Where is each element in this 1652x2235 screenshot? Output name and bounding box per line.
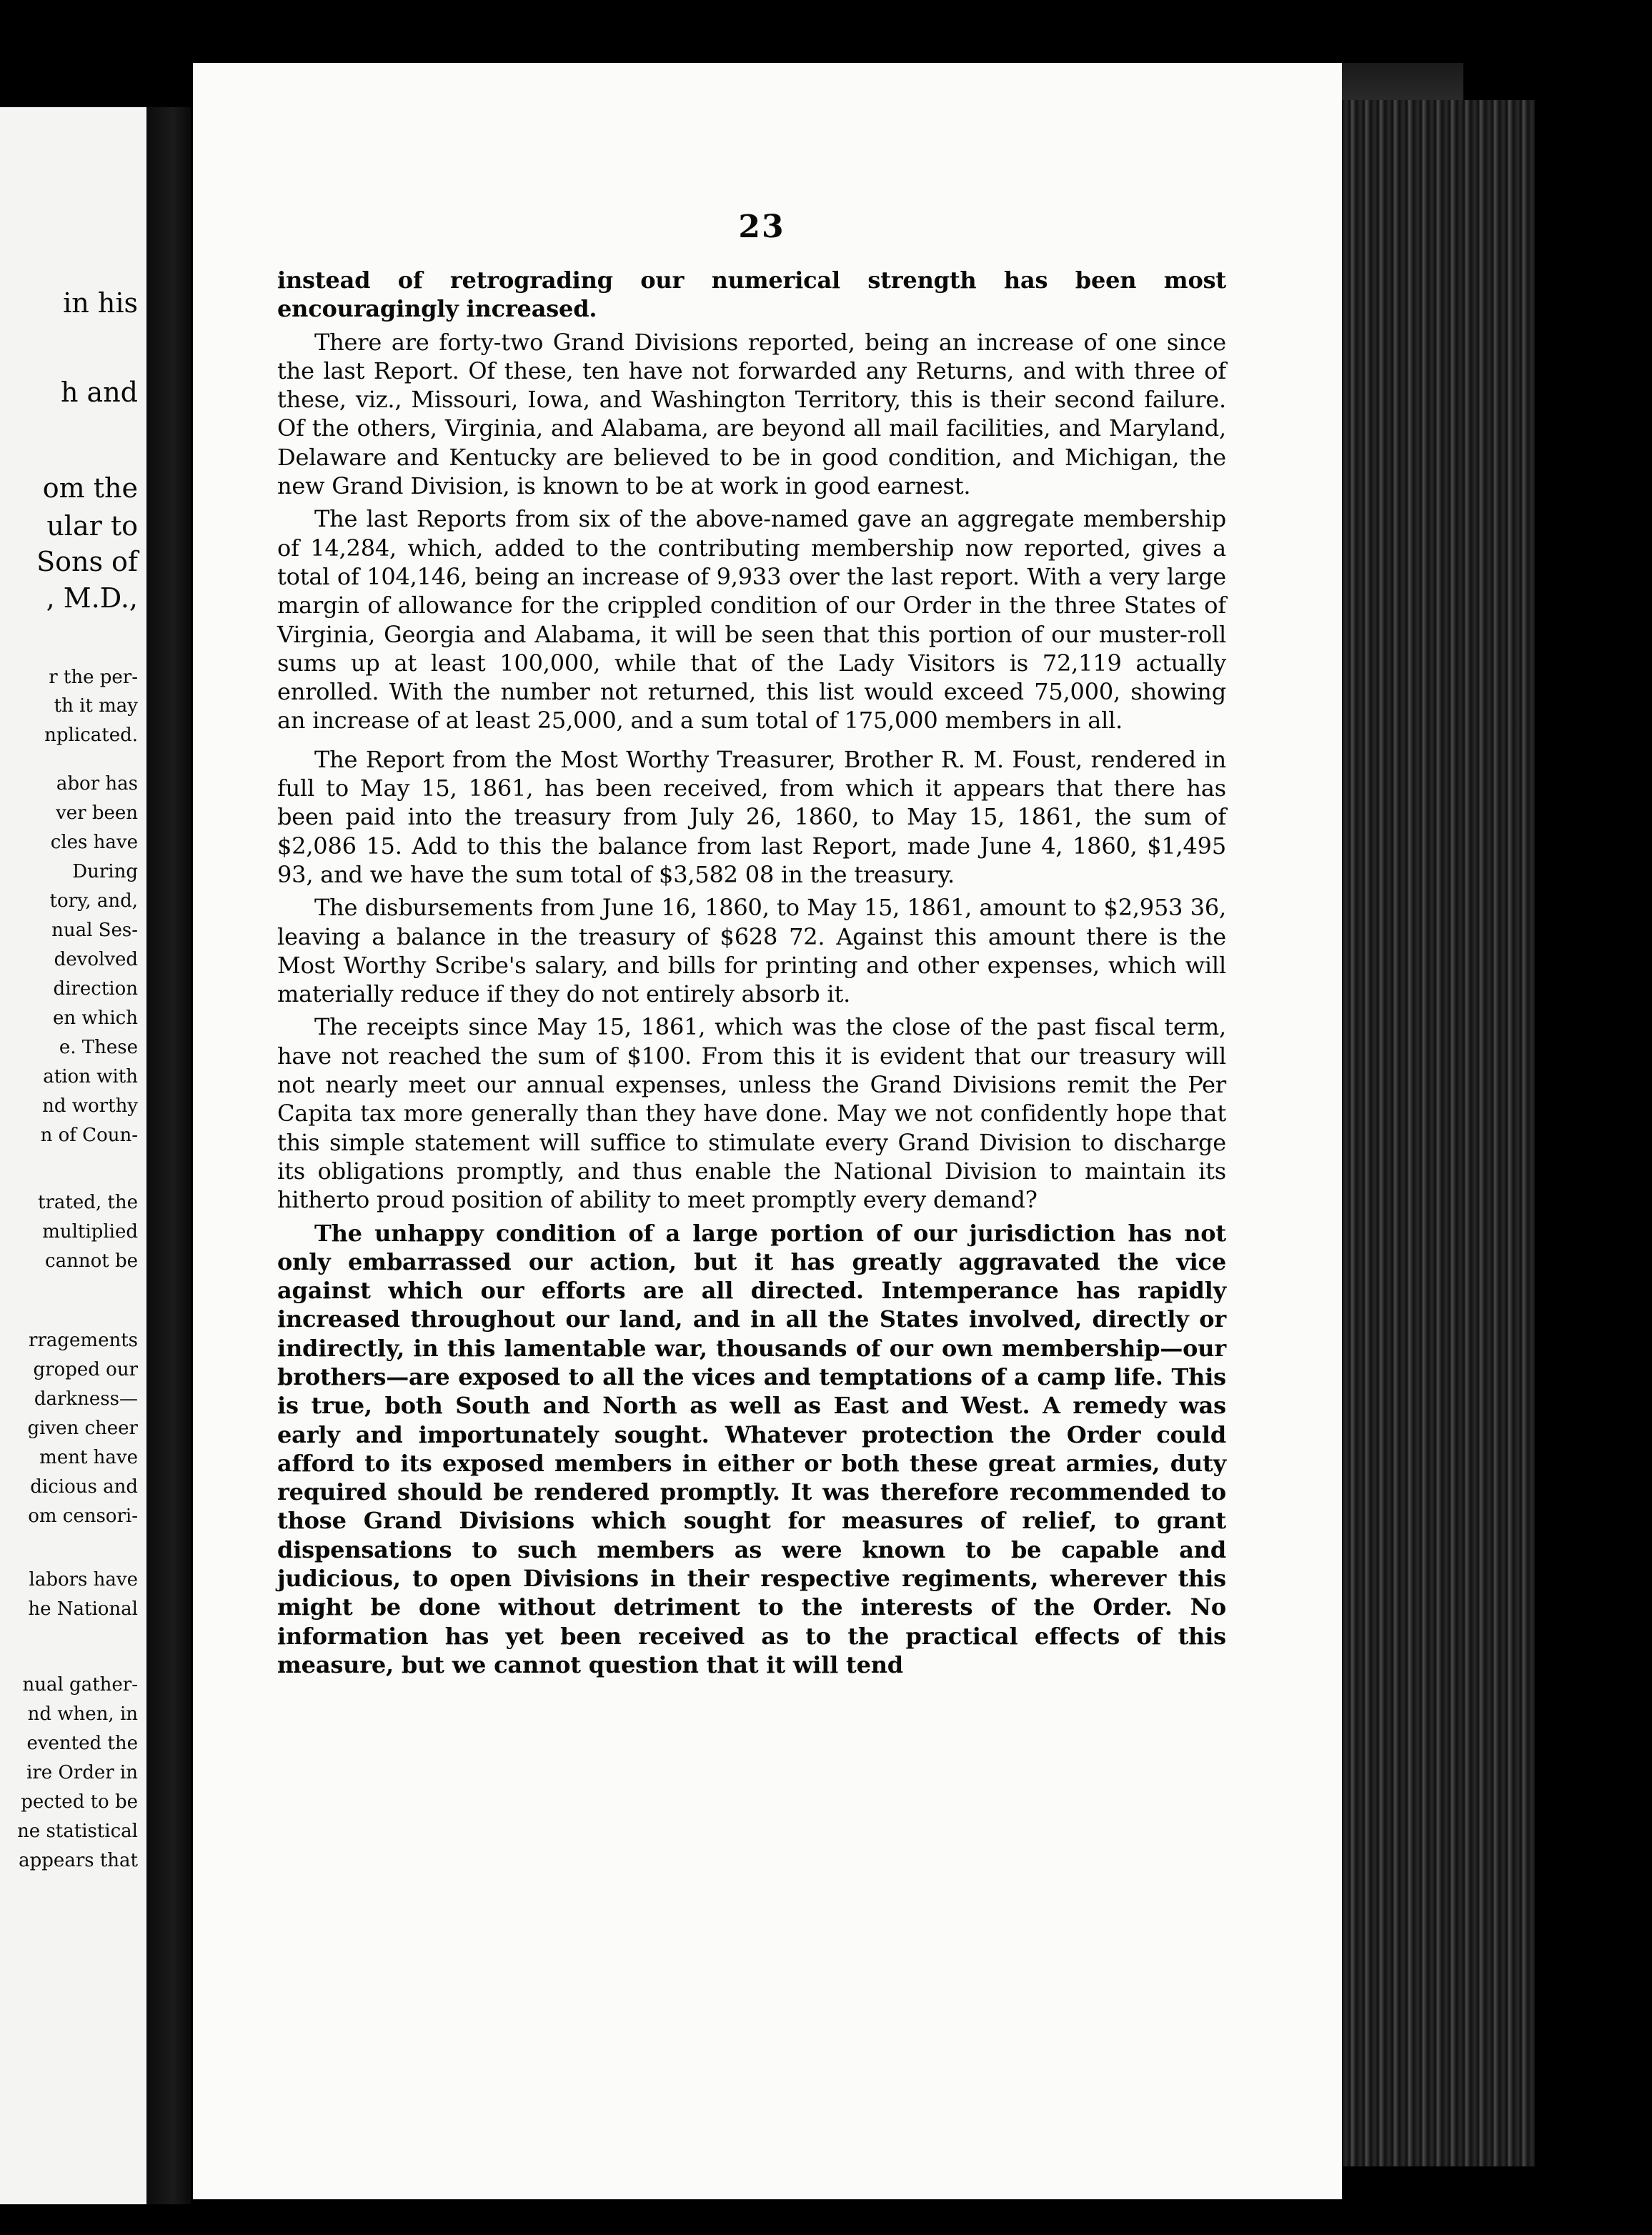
- left-page-line: given cheer: [27, 1418, 138, 1439]
- page-block-edge: [1342, 100, 1535, 2166]
- left-page-line: cles have: [50, 832, 138, 853]
- left-page-line: nual Ses-: [51, 920, 138, 941]
- left-page-line: groped our: [33, 1359, 138, 1380]
- left-page-line: om censori-: [28, 1505, 138, 1527]
- left-page-line: appears that: [19, 1850, 138, 1871]
- left-page-line: abor has: [56, 773, 138, 795]
- left-page-line: he National: [28, 1598, 138, 1620]
- paragraph: The disbursements from June 16, 1860, to May 15, 1861, amount to $2,953 36, leaving a balance in the treasury of $628 72. Against this amount there is the Most Worthy Scribe's salary, and bills for printing and other expenses, which will materially reduce if they do not entirely absorb it.: [277, 894, 1226, 1008]
- left-page-line: ne statistical: [17, 1821, 138, 1842]
- left-page-line: dicious and: [30, 1476, 138, 1498]
- left-page-line: ation with: [43, 1066, 138, 1087]
- left-page-line: nual gather-: [22, 1674, 138, 1696]
- left-page-line: ment have: [39, 1447, 138, 1468]
- left-page-line: nd worthy: [42, 1095, 138, 1117]
- left-page-line: cannot be: [45, 1250, 138, 1272]
- left-page-line: direction: [53, 978, 138, 1000]
- left-page-line: multiplied: [42, 1221, 138, 1243]
- left-page-line: ire Order in: [26, 1762, 138, 1783]
- paragraph: The Report from the Most Worthy Treasurer, Brother R. M. Foust, rendered in full to May 15, 1861, has been received, from which it appears that there has been paid into the treasury from July 26, 1860, to May 15, 1861, the sum of $2,086 15. Add to this the balance from last Report, made June 4, 1860, $1,495 93, and we have the sum total of $3,582 08 in the treasury.: [277, 745, 1226, 888]
- left-page-line: Sons of: [36, 546, 138, 577]
- left-page-line: nplicated.: [44, 725, 138, 746]
- left-page-line: devolved: [54, 949, 138, 970]
- page-number: 23: [738, 209, 785, 245]
- paragraph: The receipts since May 15, 1861, which was the close of the past fiscal term, have not reached the sum of $100. From this it is evident that our treasury will not nearly meet our annual expenses, unless the Grand Divisions remit the Per Capita tax more generally than they have done. May we not confidently hope that this simple statement will suffice to stimulate every Grand Division to discharge its obligations promptly, and thus enable the National Division to maintain its hitherto proud position of ability to meet promptly every demand?: [277, 1013, 1226, 1214]
- left-page-line: rragements: [29, 1330, 138, 1351]
- left-page-line: tory, and,: [49, 890, 138, 912]
- left-page-line: pected to be: [21, 1791, 138, 1813]
- book-gutter: [146, 107, 191, 2204]
- left-page-line: en which: [52, 1007, 138, 1029]
- left-page-line: labors have: [29, 1569, 138, 1591]
- left-page-line: nd when, in: [27, 1703, 138, 1725]
- left-page-line: n of Coun-: [40, 1125, 138, 1146]
- left-page-line: ular to: [46, 510, 138, 542]
- left-page-line: , M.D.,: [46, 582, 138, 614]
- left-page-line: in his: [63, 287, 138, 319]
- left-page-line: h and: [60, 377, 138, 408]
- left-page-line: r the per-: [49, 667, 138, 688]
- left-page-line: During: [72, 861, 138, 882]
- paragraph: There are forty-two Grand Divisions reported, being an increase of one since the last Report. Of these, ten have not forwarded any Returns, and with three of these, viz., Missouri, Iowa, and Washington Territory, this is their second failure. Of the others, Virginia, and Alabama, are beyond all mail facilities, and Maryland, Delaware and Kentucky are believed to be in good condition, and Michigan, the new Grand Division, is known to be at work in good earnest.: [277, 328, 1226, 500]
- left-page-line: om the: [42, 472, 138, 504]
- left-page-line: th it may: [54, 695, 138, 717]
- paragraph: instead of retrograding our numerical strength has been most encouragingly increased.: [277, 267, 1226, 323]
- left-page-line: evented the: [26, 1733, 138, 1754]
- paragraph: The unhappy condition of a large portion of our jurisdiction has not only embarrassed our action, but it has greatly aggravated the vice against which our efforts are all directed. Intemperance has rapidly increased throughout our land, and in all the States involved, directly or indirectly, in this lamentable war, thousands of our own membership—our brothers—are exposed to all the vices and temptations of a camp life. This is true, both South and North as well as East and West. A remedy was early and importunately sought. Whatever protection the Order could afford to its exposed members in either or both these great armies, duty required should be rendered promptly. It was therefore recommended to those Grand Divisions which sought for measures of relief, to grant dispensations to such members as were known to be capable and judicious, to open Divisions in their respective regiments, wherever this might be done without detriment to the interests of the Order. No information has yet been received as to the practical effects of this measure, but we cannot question that it will tend: [277, 1219, 1226, 1678]
- left-page-line: darkness—: [34, 1388, 138, 1410]
- left-facing-page: [0, 107, 146, 2204]
- paragraph: The last Reports from six of the above-named gave an aggregate membership of 14,284, which, added to the contributing membership now reported, gives a total of 104,146, being an increase of 9,933 over the last report. With a very large margin of allowance for the crippled condition of our Order in the three States of Virginia, Georgia and Alabama, it will be seen that this portion of our muster-roll sums up at least 100,000, while that of the Lady Visitors is 72,119 actually enrolled. With the number not returned, this list would exceed 75,000, showing an increase of at least 25,000, and a sum total of 175,000 members in all.: [277, 505, 1226, 735]
- body-text: [277, 266, 1226, 1683]
- left-page-line: ver been: [56, 802, 138, 824]
- page-edge-top: [1342, 63, 1463, 106]
- left-page-line: e. These: [59, 1037, 138, 1058]
- left-page-line: trated, the: [38, 1192, 138, 1213]
